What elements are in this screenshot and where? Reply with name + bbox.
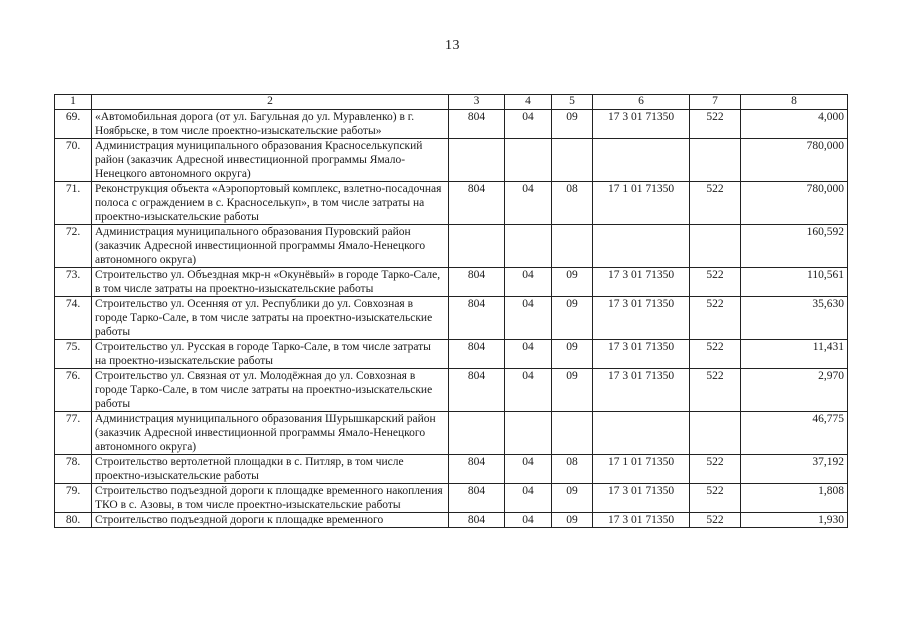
ministry-code: 804: [449, 455, 505, 484]
subsection-code: 08: [552, 182, 593, 225]
column-header: 8: [741, 95, 848, 110]
row-number: 79.: [55, 484, 92, 513]
ministry-code: 804: [449, 182, 505, 225]
column-header: 4: [505, 95, 552, 110]
amount-value: 37,192: [741, 455, 848, 484]
amount-value: 160,592: [741, 225, 848, 268]
page-number: 13: [445, 38, 460, 53]
target-article-code: 17 3 01 71350: [593, 297, 690, 340]
section-code: 04: [505, 369, 552, 412]
subsection-code: [552, 225, 593, 268]
row-number: 77.: [55, 412, 92, 455]
expense-type-code: 522: [690, 268, 741, 297]
target-article-code: [593, 225, 690, 268]
row-description: Строительство подъездной дороги к площадке временного: [92, 513, 449, 528]
table-header-row: [55, 95, 848, 110]
expense-type-code: 522: [690, 484, 741, 513]
subsection-code: 09: [552, 110, 593, 139]
row-description: Строительство ул. Осенняя от ул. Республики до ул. Совхозная в городе Тарко-Сале, в том числе затраты на проектно-изыскательские работы: [92, 297, 449, 340]
amount-value: 1,930: [741, 513, 848, 528]
target-article-code: [593, 139, 690, 182]
amount-value: 1,808: [741, 484, 848, 513]
ministry-code: 804: [449, 513, 505, 528]
amount-value: 4,000: [741, 110, 848, 139]
column-header: 3: [449, 95, 505, 110]
subsection-code: 09: [552, 369, 593, 412]
section-code: 04: [505, 484, 552, 513]
subsection-code: 09: [552, 297, 593, 340]
table-row: [55, 340, 848, 369]
row-number: 72.: [55, 225, 92, 268]
column-header: 1: [55, 95, 92, 110]
expense-type-code: 522: [690, 513, 741, 528]
amount-value: 2,970: [741, 369, 848, 412]
expense-type-code: 522: [690, 297, 741, 340]
ministry-code: 804: [449, 110, 505, 139]
table-row: [55, 513, 848, 528]
section-code: 04: [505, 340, 552, 369]
expense-type-code: 522: [690, 110, 741, 139]
row-number: 75.: [55, 340, 92, 369]
table-row: [55, 297, 848, 340]
table-row: [55, 412, 848, 455]
budget-table: [54, 94, 848, 528]
target-article-code: 17 3 01 71350: [593, 369, 690, 412]
amount-value: 780,000: [741, 182, 848, 225]
row-description: Администрация муниципального образования Пуровский район (заказчик Адресной инвестиционной программы Ямало-Ненецкого автономного округа): [92, 225, 449, 268]
table-row: [55, 182, 848, 225]
target-article-code: 17 3 01 71350: [593, 513, 690, 528]
row-description: Строительство ул. Русская в городе Тарко-Сале, в том числе затраты на проектно-изыскательские работы: [92, 340, 449, 369]
section-code: [505, 412, 552, 455]
section-code: 04: [505, 297, 552, 340]
expense-type-code: 522: [690, 182, 741, 225]
subsection-code: [552, 412, 593, 455]
target-article-code: 17 1 01 71350: [593, 182, 690, 225]
row-description: Реконструкция объекта «Аэропортовый комплекс, взлетно-посадочная полоса с ограждением в с. Красноселькуп», в том числе затраты на проектно-изыскательские работы: [92, 182, 449, 225]
section-code: 04: [505, 182, 552, 225]
ministry-code: 804: [449, 268, 505, 297]
subsection-code: 09: [552, 340, 593, 369]
target-article-code: 17 3 01 71350: [593, 110, 690, 139]
row-number: 76.: [55, 369, 92, 412]
table-row: [55, 455, 848, 484]
row-number: 74.: [55, 297, 92, 340]
expense-type-code: 522: [690, 455, 741, 484]
section-code: 04: [505, 110, 552, 139]
row-description: Строительство подъездной дороги к площадке временного накопления ТКО в с. Азовы, в том числе проектно-изыскательские работы: [92, 484, 449, 513]
target-article-code: 17 3 01 71350: [593, 340, 690, 369]
table-row: [55, 484, 848, 513]
section-code: 04: [505, 513, 552, 528]
section-code: [505, 139, 552, 182]
table-row: [55, 110, 848, 139]
target-article-code: 17 3 01 71350: [593, 268, 690, 297]
target-article-code: [593, 412, 690, 455]
row-number: 69.: [55, 110, 92, 139]
table-row: [55, 139, 848, 182]
amount-value: 780,000: [741, 139, 848, 182]
expense-type-code: [690, 139, 741, 182]
row-number: 71.: [55, 182, 92, 225]
target-article-code: 17 3 01 71350: [593, 484, 690, 513]
table-row: [55, 268, 848, 297]
ministry-code: 804: [449, 297, 505, 340]
table-row: [55, 225, 848, 268]
row-number: 80.: [55, 513, 92, 528]
row-number: 78.: [55, 455, 92, 484]
subsection-code: 09: [552, 484, 593, 513]
row-number: 73.: [55, 268, 92, 297]
column-header: 5: [552, 95, 593, 110]
section-code: 04: [505, 268, 552, 297]
section-code: 04: [505, 455, 552, 484]
row-description: Администрация муниципального образования Красноселькупский район (заказчик Адресной инвестиционной программы Ямало-Ненецкого автономного округа): [92, 139, 449, 182]
expense-type-code: [690, 225, 741, 268]
row-description: Строительство ул. Связная от ул. Молодёжная до ул. Совхозная в городе Тарко-Сале, в том числе затраты на проектно-изыскательские работы: [92, 369, 449, 412]
ministry-code: 804: [449, 340, 505, 369]
subsection-code: 08: [552, 455, 593, 484]
column-header: 6: [593, 95, 690, 110]
target-article-code: 17 1 01 71350: [593, 455, 690, 484]
column-header: 7: [690, 95, 741, 110]
amount-value: 110,561: [741, 268, 848, 297]
table-row: [55, 369, 848, 412]
subsection-code: 09: [552, 268, 593, 297]
ministry-code: [449, 225, 505, 268]
subsection-code: 09: [552, 513, 593, 528]
ministry-code: [449, 139, 505, 182]
row-number: 70.: [55, 139, 92, 182]
row-description: «Автомобильная дорога (от ул. Багульная до ул. Муравленко) в г. Ноябрьске, в том числе проектно-изыскательские работы»: [92, 110, 449, 139]
table-body: [55, 110, 848, 528]
ministry-code: [449, 412, 505, 455]
expense-type-code: 522: [690, 369, 741, 412]
amount-value: 46,775: [741, 412, 848, 455]
column-header: 2: [92, 95, 449, 110]
subsection-code: [552, 139, 593, 182]
row-description: Строительство ул. Объездная мкр-н «Окунёвый» в городе Тарко-Сале, в том числе затраты на проектно-изыскательские работы: [92, 268, 449, 297]
ministry-code: 804: [449, 369, 505, 412]
expense-type-code: 522: [690, 340, 741, 369]
amount-value: 35,630: [741, 297, 848, 340]
amount-value: 11,431: [741, 340, 848, 369]
ministry-code: 804: [449, 484, 505, 513]
row-description: Строительство вертолетной площадки в с. Питляр, в том числе проектно-изыскательские работы: [92, 455, 449, 484]
row-description: Администрация муниципального образования Шурышкарский район (заказчик Адресной инвестиционной программы Ямало-Ненецкого автономного округа): [92, 412, 449, 455]
section-code: [505, 225, 552, 268]
expense-type-code: [690, 412, 741, 455]
